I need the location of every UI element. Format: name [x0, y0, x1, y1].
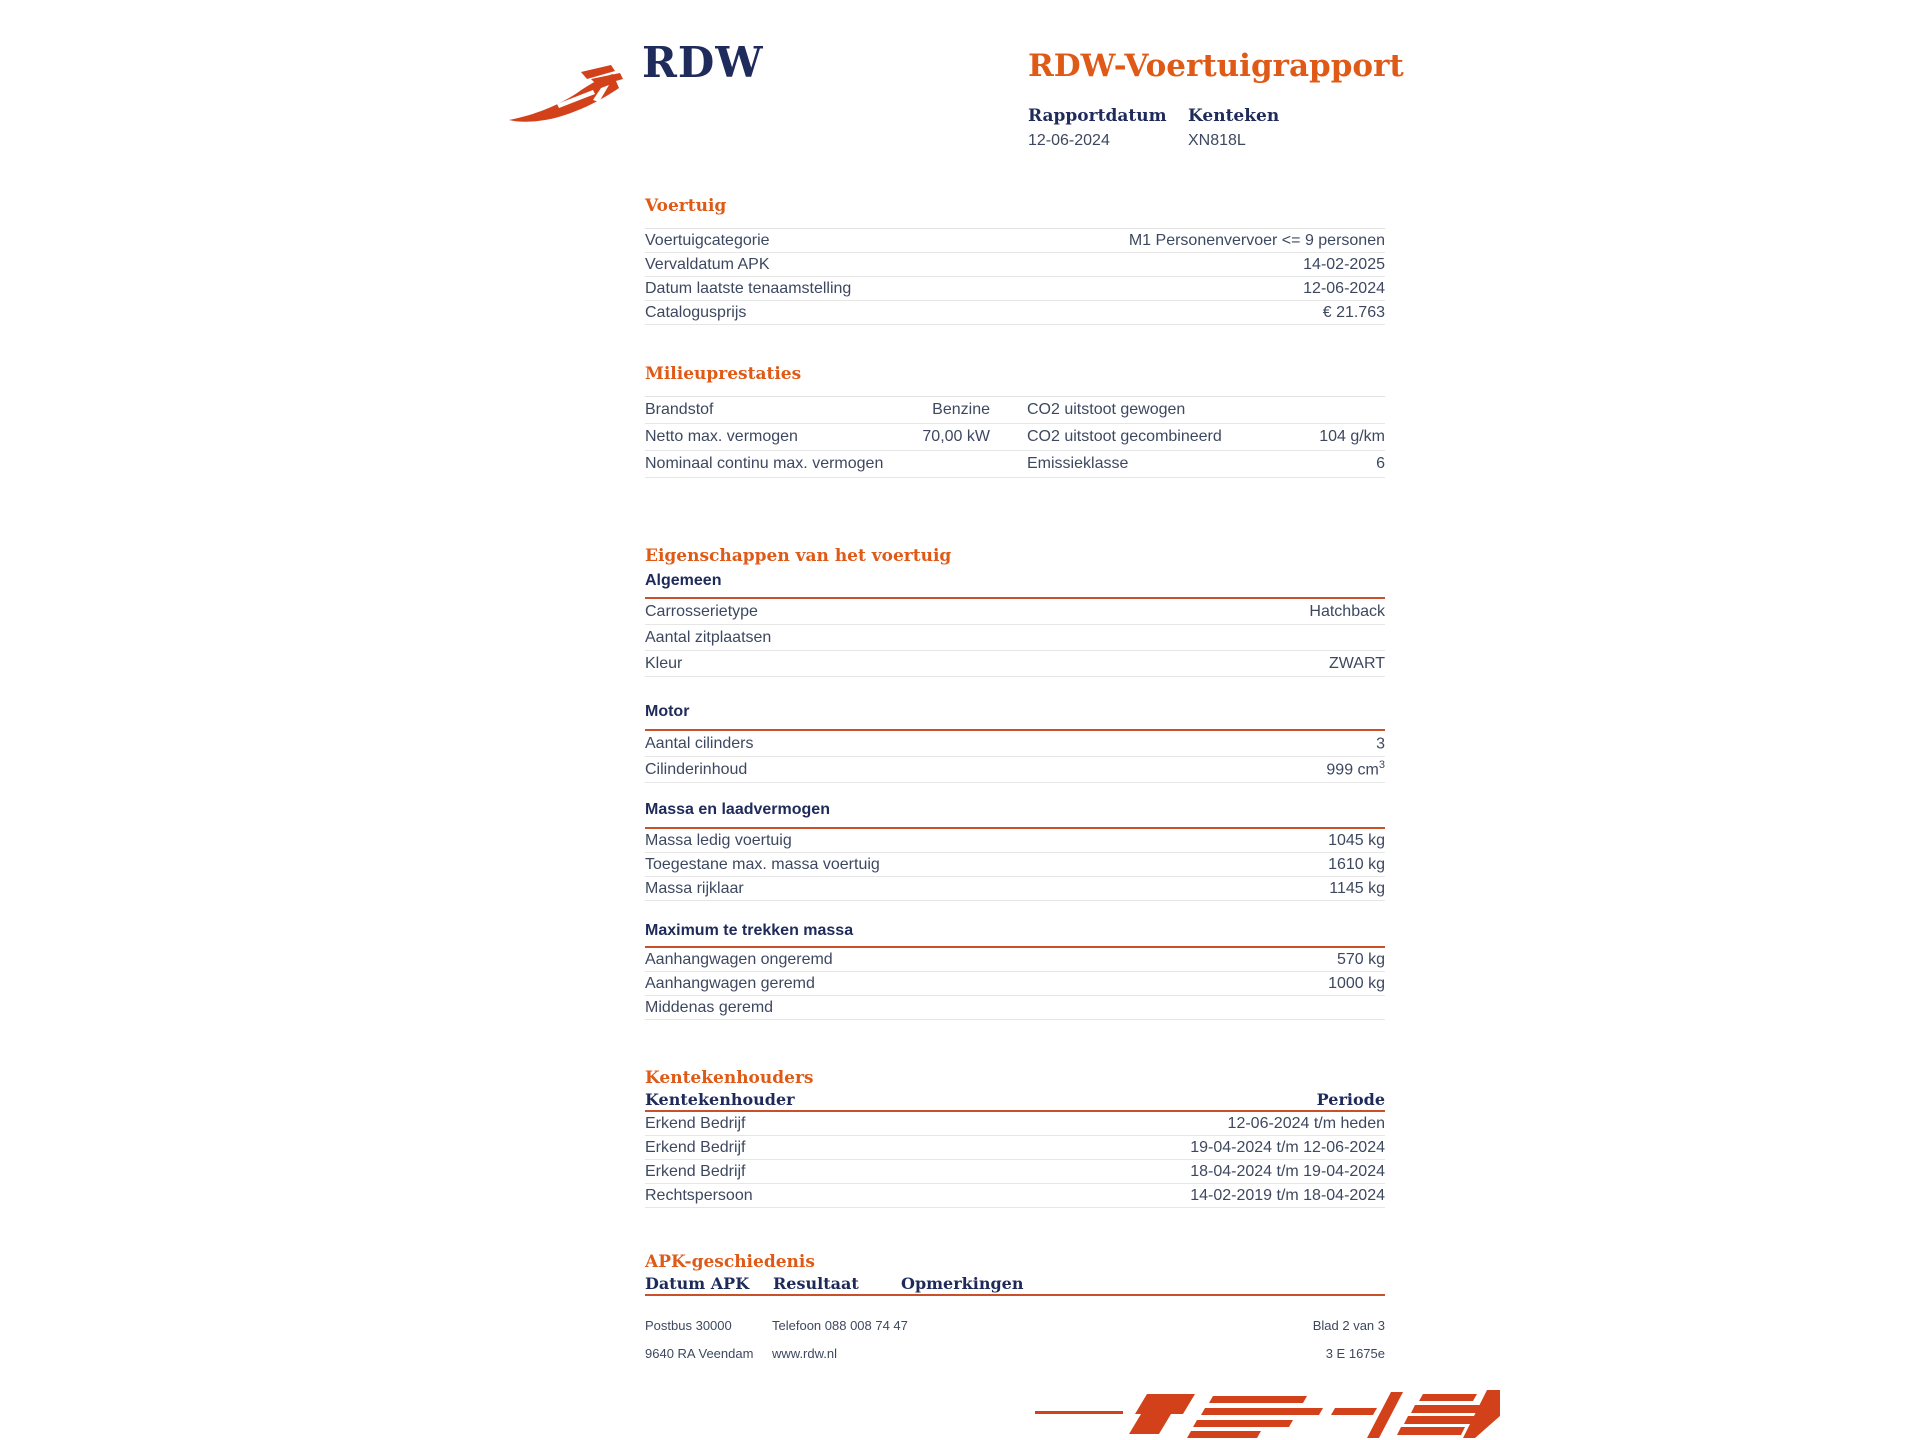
rdw-feather-logo-icon	[505, 58, 633, 128]
row-value: 1145 kg	[1329, 879, 1385, 897]
row-label: Brandstof	[645, 401, 714, 418]
rdw-wordmark: RDW	[642, 38, 764, 87]
table-row	[645, 829, 1385, 853]
table-row	[645, 1136, 1385, 1160]
table-row	[645, 972, 1385, 996]
report-title: RDW-Voertuigrapport	[1028, 48, 1404, 84]
table-row	[645, 651, 1385, 677]
footer-page-indicator: Blad 2 van 3	[1312, 1318, 1385, 1333]
holder-period: 19-04-2024 t/m 12-06-2024	[1190, 1138, 1385, 1156]
table-row	[645, 877, 1385, 901]
row-value: 1045 kg	[1328, 831, 1385, 849]
row-value: 6	[1376, 455, 1385, 472]
table-row	[645, 253, 1385, 277]
footer-website: www.rdw.nl	[772, 1346, 838, 1361]
row-label: Datum laatste tenaamstelling	[645, 279, 852, 297]
kenteken-label: Kenteken	[1188, 106, 1280, 126]
motor-table	[645, 729, 1385, 783]
trekken-subsection-title: Maximum te trekken massa	[645, 922, 854, 939]
holder-period: 12-06-2024 t/m heden	[1227, 1114, 1385, 1132]
table-row	[645, 1184, 1385, 1208]
holder-period: 14-02-2019 t/m 18-04-2024	[1190, 1186, 1385, 1204]
column-header-resultaat: Resultaat	[773, 1274, 859, 1293]
holder-period: 18-04-2024 t/m 19-04-2024	[1190, 1162, 1385, 1180]
row-label: Cilinderinhoud	[645, 760, 748, 778]
row-label: Middenas geremd	[645, 998, 774, 1016]
report-meta	[1028, 106, 1348, 150]
report-date-value: 12-06-2024	[1028, 132, 1110, 149]
table-row	[645, 277, 1385, 301]
milieu-table	[645, 396, 1385, 478]
row-value: M1 Personenvervoer <= 9 personen	[1128, 231, 1385, 249]
table-row	[645, 1160, 1385, 1184]
table-row	[645, 301, 1385, 325]
report-date-label: Rapportdatum	[1028, 106, 1167, 126]
row-value: 1000 kg	[1328, 974, 1385, 992]
algemeen-subsection-title: Algemeen	[645, 572, 722, 589]
column-header-opmerkingen: Opmerkingen	[901, 1274, 1024, 1293]
row-value: 104 g/km	[1319, 428, 1385, 445]
table-row	[645, 229, 1385, 253]
holder-name: Erkend Bedrijf	[645, 1138, 746, 1156]
table-row	[645, 451, 1385, 478]
table-row	[645, 948, 1385, 972]
holder-name: Rechtspersoon	[645, 1186, 753, 1204]
table-row	[645, 853, 1385, 877]
kentekenhouders-table	[645, 1112, 1385, 1208]
row-label: Emissieklasse	[1027, 455, 1129, 472]
massa-subsection-title: Massa en laadvermogen	[645, 801, 830, 818]
table-row	[645, 397, 1385, 424]
holder-name: Erkend Bedrijf	[645, 1114, 746, 1132]
algemeen-table	[645, 597, 1385, 677]
motor-subsection-title: Motor	[645, 703, 690, 720]
row-label: Toegestane max. massa voertuig	[645, 855, 880, 873]
row-label: Massa rijklaar	[645, 879, 744, 897]
row-label: Carrosserietype	[645, 602, 758, 620]
table-row	[645, 625, 1385, 651]
row-label: Nominaal continu max. vermogen	[645, 455, 884, 472]
row-value: 12-06-2024	[1303, 279, 1385, 297]
row-label: Aanhangwagen geremd	[645, 974, 815, 992]
trekken-table	[645, 946, 1385, 1020]
kenteken-value: XN818L	[1188, 132, 1246, 149]
column-header-periode: Periode	[1316, 1090, 1385, 1109]
apk-section-title: APK-geschiedenis	[645, 1252, 815, 1272]
row-label: Vervaldatum APK	[645, 255, 770, 273]
voertuig-table	[645, 228, 1385, 325]
apk-header-row	[645, 1274, 1385, 1296]
row-value: 14-02-2025	[1303, 255, 1385, 273]
row-value: € 21.763	[1322, 303, 1385, 321]
kentekenhouders-section-title: Kentekenhouders	[645, 1068, 814, 1088]
row-value: 70,00 kW	[922, 428, 990, 445]
row-label: Netto max. vermogen	[645, 428, 798, 445]
eigenschappen-section-title: Eigenschappen van het voertuig	[645, 546, 952, 566]
holder-name: Erkend Bedrijf	[645, 1162, 746, 1180]
row-label: Kleur	[645, 654, 683, 672]
row-label: Aantal cilinders	[645, 734, 754, 752]
row-value: 570 kg	[1336, 950, 1385, 968]
table-row	[645, 599, 1385, 625]
footer-phone: Telefoon 088 008 74 47	[772, 1318, 908, 1333]
column-header-datum-apk: Datum APK	[645, 1274, 750, 1293]
table-row	[645, 1112, 1385, 1136]
milieu-section-title: Milieuprestaties	[645, 364, 802, 384]
footer-form-code: 3 E 1675e	[1325, 1346, 1385, 1361]
column-header-kentekenhouder: Kentekenhouder	[645, 1090, 795, 1109]
row-value: 999 $cm^3$	[1326, 759, 1385, 779]
row-value: Benzine	[932, 401, 990, 418]
row-label: Aanhangwagen ongeremd	[645, 950, 833, 968]
row-value: 1610 kg	[1328, 855, 1385, 873]
voertuig-section-title: Voertuig	[645, 196, 727, 216]
row-label: CO2 uitstoot gecombineerd	[1027, 428, 1222, 445]
table-row	[645, 731, 1385, 757]
page-footer	[645, 1318, 1385, 1374]
row-label: Aantal zitplaatsen	[645, 628, 772, 646]
row-value: Hatchback	[1309, 602, 1385, 620]
table-row	[645, 996, 1385, 1020]
row-label: CO2 uitstoot gewogen	[1027, 401, 1186, 418]
rdw-stripes-graphic-icon	[1035, 1388, 1500, 1440]
row-value: ZWART	[1329, 654, 1385, 672]
table-row	[645, 757, 1385, 783]
row-label: Massa ledig voertuig	[645, 831, 792, 849]
massa-table	[645, 827, 1385, 901]
kentekenhouders-header-row	[645, 1090, 1385, 1112]
row-label: Voertuigcategorie	[645, 231, 770, 249]
table-row	[645, 424, 1385, 451]
footer-address-line1: Postbus 30000	[645, 1318, 732, 1333]
row-value: 3	[1376, 735, 1385, 753]
footer-address-line2: 9640 RA Veendam	[645, 1346, 754, 1361]
row-label: Catalogusprijs	[645, 303, 747, 321]
